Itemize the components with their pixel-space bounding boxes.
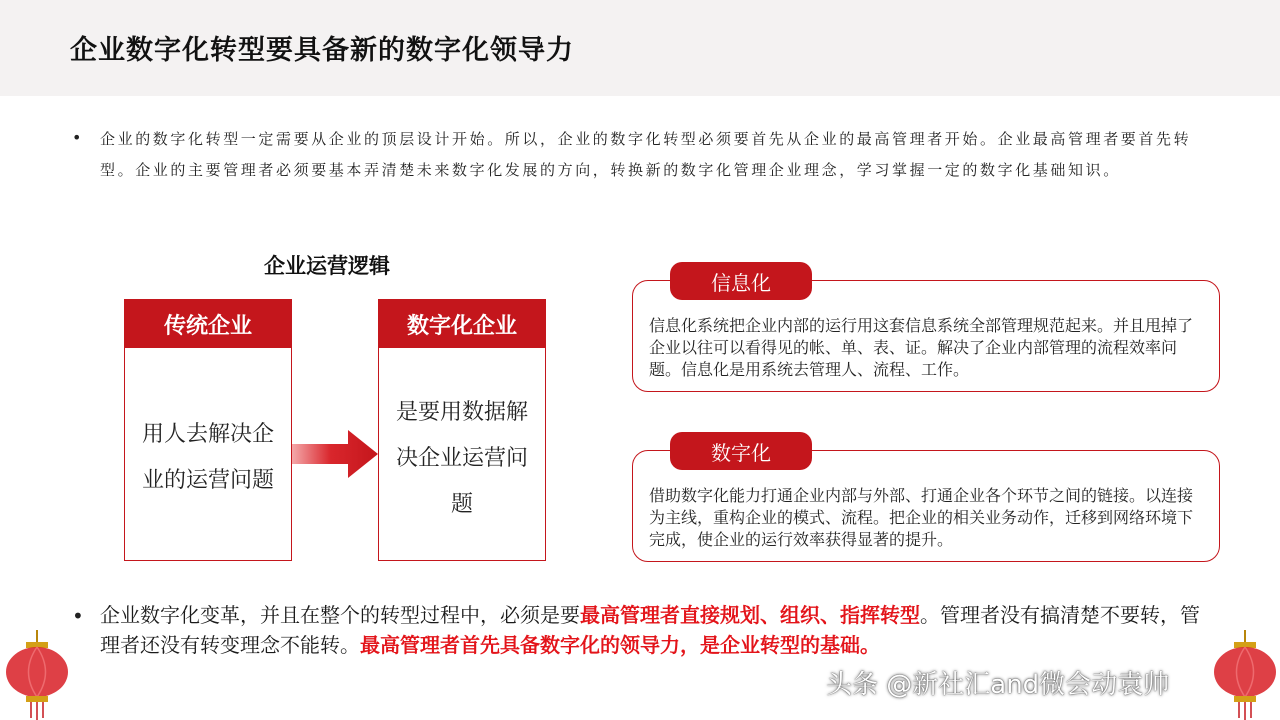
summary-highlight-1: 最高管理者直接规划、组织、指挥转型 xyxy=(580,603,920,627)
traditional-enterprise-box xyxy=(124,299,292,561)
watermark: 头条 @新社汇and微会动袁帅 xyxy=(826,670,1170,700)
logic-title: 企业运营逻辑 xyxy=(264,254,390,278)
summary-bullet: • xyxy=(72,604,84,628)
intro-bullet: • xyxy=(72,128,82,147)
summary-paragraph xyxy=(100,600,1208,660)
digital-enterprise-box xyxy=(378,299,546,561)
summary-text-2: 。管理者没有搞清楚不要转，管理者还没有转变理念不能转。 xyxy=(100,603,1200,657)
intro-paragraph: 企业的数字化转型一定需要从企业的顶层设计开始。所以，企业的数字化转型必须要首先从企业的最高管理者开始。企业最高管理者要首先转型。企业的主要管理者必须要基本弄清楚未来数字化发展的方向，转换新的数字化管理企业理念，学习掌握一定的数字化基础知识。 xyxy=(100,130,1192,179)
informatization-label: 信息化 xyxy=(670,262,812,300)
summary-highlight-2: 最高管理者首先具备数字化的领导力，是企业转型的基础。 xyxy=(360,633,880,657)
traditional-enterprise-header: 传统企业 xyxy=(125,300,291,348)
page-title: 企业数字化转型要具备新的数字化领导力 xyxy=(70,35,574,66)
summary-text-1: 企业数字化变革，并且在整个的转型过程中，必须是要 xyxy=(100,603,580,627)
digital-enterprise-body: 是要用数据解决企业运营问题 xyxy=(395,400,528,517)
digital-enterprise-header: 数字化企业 xyxy=(379,300,545,348)
informatization-text: 信息化系统把企业内部的运行用这套信息系统全部管理规范起来。并且甩掉了企业以往可以看得见的帐、单、表、证。解决了企业内部管理的流程效率问题。信息化是用系统去管理人、流程、工作。 xyxy=(649,316,1194,379)
digitalization-text: 借助数字化能力打通企业内部与外部、打通企业各个环节之间的链接。以连接为主线，重构企业的模式、流程。把企业的相关业务动作，迁移到网络环境下完成，使企业的运行效率获得显著的提升。 xyxy=(649,486,1194,549)
digitalization-label: 数字化 xyxy=(670,432,812,470)
header-band xyxy=(0,0,1280,96)
arrow-right-icon xyxy=(292,430,378,478)
lantern-icon xyxy=(2,630,72,720)
lantern-icon xyxy=(1210,630,1280,720)
traditional-enterprise-body: 用人去解决企业的运营问题 xyxy=(141,422,274,493)
